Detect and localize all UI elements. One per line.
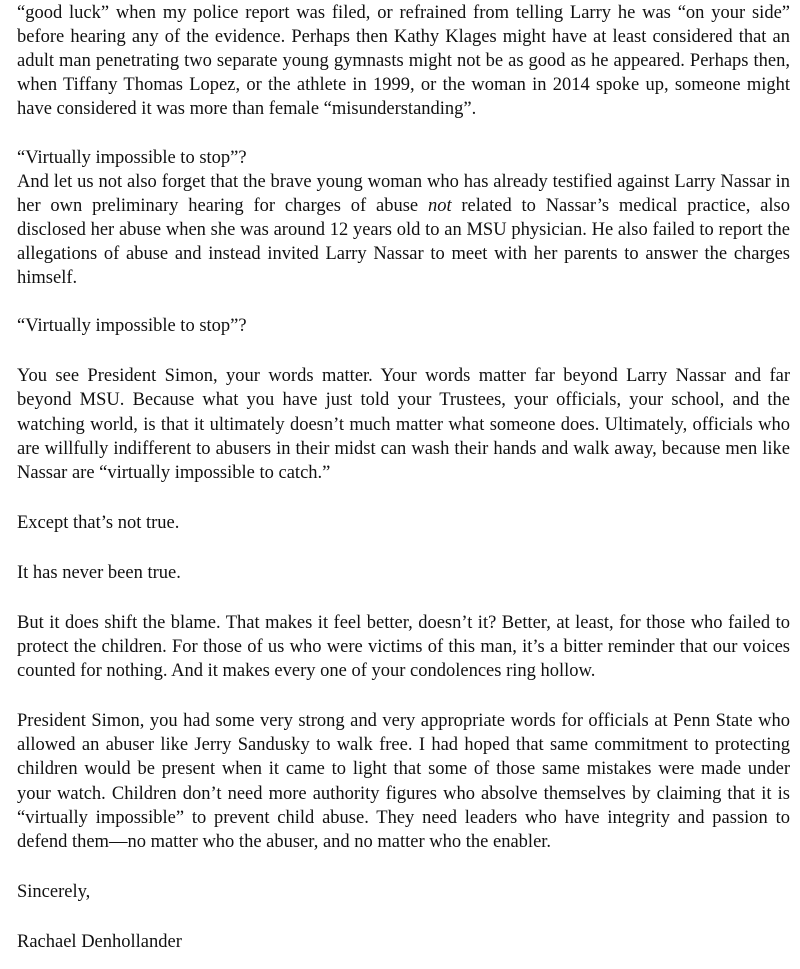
signature: Rachael Denhollander bbox=[17, 931, 182, 952]
paragraph-question-heading: “Virtually impossible to stop”? bbox=[17, 147, 247, 168]
paragraph-penn-state: President Simon, you had some very strong and very appropriate words for officials at Penn State who allowed an abuser like Jerry Sandusky to walk free. I had hoped that same commitment to protecting children would be present when it came to light that some of those same mistakes were made under your watch. Children don’t need more authority figures who absolve themselves by claiming that it is “virtually impossible” to prevent child abuse. They need leaders who have integrity and passion to defend them—no matter who the abuser, and no matter who the enabler. bbox=[17, 711, 790, 852]
paragraph-never-true: It has never been true. bbox=[17, 562, 181, 583]
paragraph-not-true: Except that’s not true. bbox=[17, 512, 180, 533]
paragraph-shift-blame: But it does shift the blame. That makes it feel better, doesn’t it? Better, at least, for those who failed to protect the children. For those of us who were victims of this man, it’s a bitter reminder that our voices counted for nothing. And it makes every one of your condolences ring hollow. bbox=[17, 612, 790, 682]
paragraph-text-end: related to Nassar’s medical practice, also disclosed her abuse when she was around 12 years old to an MSU physician. He also failed to report the allegations of abuse and instead invited Larry Nassar to meet with her parents to answer the charges himself. bbox=[17, 195, 790, 289]
paragraph-brave-young-woman bbox=[17, 170, 790, 290]
paragraph-police-report: “good luck” when my police report was filed, or refrained from telling Larry he was “on your side” before hearing any of the evidence. Perhaps then Kathy Klages might have at least considered that an adult man penetrating two separate young gymnasts might not be as good as he appeared. Perhaps then, when Tiffany Thomas Lopez, or the athlete in 1999, or the woman in 2014 spoke up, someone might have considered it was more than female “misunderstanding”. bbox=[17, 3, 790, 120]
paragraph-words-matter: You see President Simon, your words matter. Your words matter far beyond Larry Nassar and far beyond MSU. Because what you have just told your Trustees, your officials, your school, and the watching world, is that it ultimately doesn’t much matter what someone does. Ultimately, officials who are willfully indifferent to abusers in their midst can wash their hands and walk away, because men like Nassar are “virtually impossible to catch.” bbox=[17, 366, 790, 483]
paragraph-question-repeat: “Virtually impossible to stop”? bbox=[17, 316, 247, 337]
closing: Sincerely, bbox=[17, 881, 91, 902]
emphasized-word: not bbox=[427, 195, 452, 216]
paragraph-text-start: And let us not also forget that the brave young woman who has already testified against Larry Nassar in her own preliminary hearing for charges of abuse bbox=[17, 171, 790, 216]
letter-body bbox=[17, 1, 790, 954]
